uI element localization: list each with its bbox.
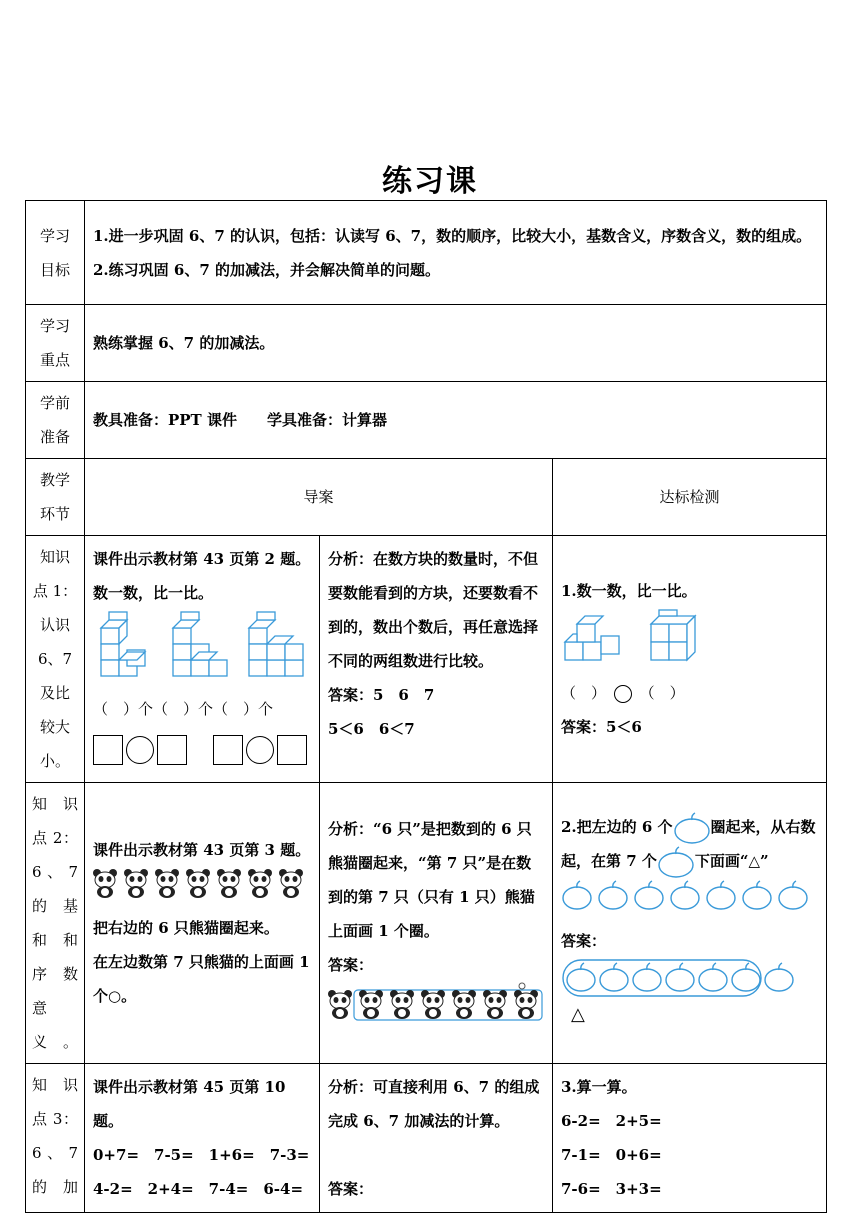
- objective-line-1: 1.进一步巩固 6、7 的认识，包括：认读写 6、7，数的顺序，比较大小，基数含义，序数含义，数的组成。: [93, 226, 812, 245]
- k1-check-compare: （ ） （ ）: [561, 684, 685, 702]
- apple-icon: [657, 846, 695, 878]
- panda-icon: [390, 990, 414, 1019]
- apple-icon: [666, 963, 694, 991]
- apple-icon: [633, 963, 661, 991]
- apple-row: [561, 878, 817, 912]
- panda-answer-figure: [328, 982, 544, 1022]
- panda-icon: [279, 869, 303, 898]
- apple-icon: [635, 881, 663, 909]
- square-blank-icon: [277, 735, 307, 765]
- cube-stacks-small-figure: [561, 608, 711, 664]
- label-knowledge-2: 知 识 点 2： 6 、 7 的 基 和 和 序 数 意 义。: [26, 783, 85, 1064]
- square-blank-icon: [93, 735, 123, 765]
- panda-icon: [248, 869, 272, 898]
- k1-guide: 课件出示教材第 43 页第 2 题。 数一数，比一比。 （ ）个（ ）个（ ）个: [85, 536, 320, 783]
- k1-blanks: （ ）个（ ）个（ ）个: [93, 700, 274, 718]
- k1-analysis: 分析：在数方块的数量时，不但要数能看到的方块，还要数看不到的，数出个数后，再任意选择不同的两组数进行比较。 答案：5 6 7 5＜6 6＜7: [320, 536, 553, 783]
- row-objective: [26, 201, 827, 305]
- k2-check: 2.把左边的 6 个 圈起来，从右数起，在第 7 个 下面画“△” 答案： △: [553, 783, 827, 1064]
- panda-row: [93, 867, 311, 911]
- panda-icon: [514, 990, 538, 1019]
- row-header: [26, 459, 827, 536]
- apple-answer-figure: [561, 958, 817, 1024]
- k3-check: 3.算一算。 6-2= 2+5= 7-1= 0+6= 7-6= 3+3=: [553, 1064, 827, 1213]
- label-knowledge-1: 知识 点 1： 认识 6、7 及比 较大 小。: [26, 536, 85, 783]
- panda-icon: [217, 869, 241, 898]
- apple-icon: [673, 812, 711, 844]
- label-objective: 学习 目标: [26, 201, 85, 305]
- apple-icon: [600, 963, 628, 991]
- apple-icon: [743, 881, 771, 909]
- row-preparation: [26, 382, 827, 459]
- label-stage: 教学 环节: [26, 459, 85, 536]
- k3-guide: 课件出示教材第 45 页第 10 题。 0+7= 7-5= 1+6= 7-3= 4-2= 2+4= 7-4= 6-4=: [85, 1064, 320, 1213]
- lesson-plan-table: [25, 200, 827, 1213]
- k3-analysis: 分析：可直接利用 6、7 的组成完成 6、7 加减法的计算。 答案：: [320, 1064, 553, 1213]
- k2-guide: 课件出示教材第 43 页第 3 题。 把右边的 6 只熊猫圈起来。 在左边数第 7 只熊猫的上面画 1 个○。: [85, 783, 320, 1064]
- panda-icon: [155, 869, 179, 898]
- apple-icon: [671, 881, 699, 909]
- key-point-text: 熟练掌握 6、7 的加减法。: [85, 305, 827, 382]
- k1-compare-shapes: [93, 732, 311, 766]
- panda-icon: [93, 869, 117, 898]
- panda-icon: [124, 869, 148, 898]
- panda-icon: [359, 990, 383, 1019]
- k1-check: 1.数一数，比一比。 （ ） （ ） 答案：5＜6: [553, 536, 827, 783]
- header-check: 达标检测: [553, 459, 827, 536]
- apple-icon: [732, 963, 760, 991]
- panda-icon: [452, 990, 476, 1019]
- triangle-mark: △: [571, 1004, 585, 1024]
- panda-icon: [483, 990, 507, 1019]
- circle-blank-icon: [246, 736, 274, 764]
- label-knowledge-3: 知 识 点 3： 6 、 7 的 加: [26, 1064, 85, 1213]
- objective-content: [85, 201, 827, 305]
- square-blank-icon: [157, 735, 187, 765]
- circle-blank-icon: [126, 736, 154, 764]
- row-key-point: [26, 305, 827, 382]
- objective-line-2: 2.练习巩固 6、7 的加减法，并会解决简单的问题。: [93, 260, 440, 279]
- header-guide: 导案: [85, 459, 553, 536]
- apple-icon: [567, 963, 595, 991]
- apple-icon: [707, 881, 735, 909]
- panda-icon: [421, 990, 445, 1019]
- k2-analysis: 分析：“6 只”是把数到的 6 只熊猫圈起来，“第 7 只”是在数到的第 7 只（只有 1 只）熊猫上面画 1 个圈。 答案：: [320, 783, 553, 1064]
- preparation-text: 教具准备：PPT 课件 学具准备：计算器: [85, 382, 827, 459]
- panda-icons: [93, 867, 309, 899]
- row-knowledge-3: [26, 1064, 827, 1213]
- square-blank-icon: [213, 735, 243, 765]
- panda-icon: [186, 869, 210, 898]
- apple-icon: [765, 963, 793, 991]
- row-knowledge-2: [26, 783, 827, 1064]
- row-knowledge-1: [26, 536, 827, 783]
- cube-stacks-figure: [93, 610, 309, 680]
- page-title: 练习课: [382, 164, 478, 199]
- apple-icon: [599, 881, 627, 909]
- label-preparation: 学前 准备: [26, 382, 85, 459]
- circle-blank-icon: [614, 685, 632, 703]
- label-key-point: 学习 重点: [26, 305, 85, 382]
- panda-icon: [328, 990, 352, 1019]
- apple-icon: [699, 963, 727, 991]
- apple-icon: [779, 881, 807, 909]
- apple-icon: [563, 881, 591, 909]
